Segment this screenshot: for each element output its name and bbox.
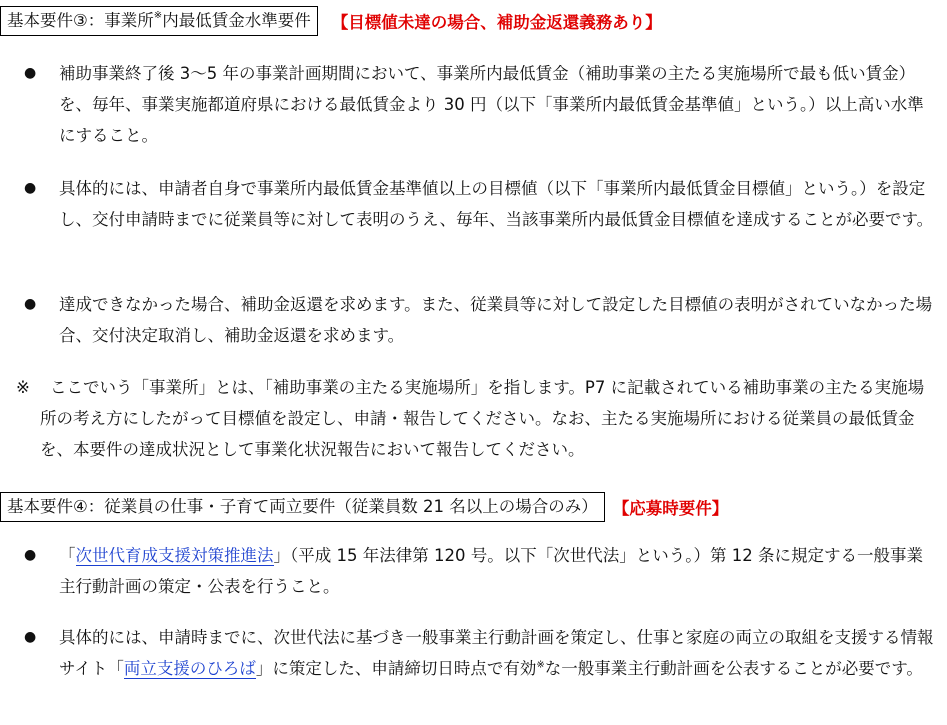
bullet-text: 達成できなかった場合、補助金返還を求めます。また、従業員等に対して設定した目標値の表明がされていなかった場合、交付決定取消し、補助金返還を求めます。: [59, 295, 933, 345]
section4-heading: 基本要件④：従業員の仕事・子育て両立要件（従業員数 21 名以上の場合のみ）: [0, 492, 605, 522]
section4-heading-row: [0, 492, 728, 522]
bullet-dot: ●: [24, 547, 37, 563]
note-mark: ※: [16, 378, 30, 397]
bullet-text: 補助事業終了後 3〜5 年の事業計画期間において、事業所内最低賃金（補助事業の主たる実施場所で最も低い賃金）を、毎年、事業実施都道府県における最低賃金より 30 円（以下「事業所内最低賃金基準値」という。）以上高い水準にすること。: [59, 64, 924, 145]
law-link[interactable]: 次世代育成支援対策推進法: [75, 546, 274, 565]
support-site-link[interactable]: 両立支援のひろば: [123, 659, 256, 678]
section3-heading: 基本要件③：事業所※内最低賃金水準要件: [0, 6, 318, 36]
bullet-dot: ●: [24, 296, 37, 312]
bullet-text: 具体的には、申請時までに、次世代法に基づき一般事業主行動計画を策定し、仕事と家庭の両立の取組を支援する情報サイト「両立支援のひろば」に策定した、申請締切日時点で有効※な一般事業主行動計画を公表することが必要です。: [59, 628, 934, 678]
bullet-dot: ●: [24, 629, 37, 645]
note-text: ここでいう「事業所」とは、「補助事業の主たる実施場所」を指します。P7 に記載されている補助事業の主たる実施場所の考え方にしたがって目標値を設定し、申請・報告してください。なお、主たる実施場所における従業員の最低賃金を、本要件の達成状況として事業化状況報告において報告してください。: [40, 378, 925, 459]
bullet-dot: ●: [24, 180, 37, 196]
bullet-text: 「次世代育成支援対策推進法」（平成 15 年法律第 120 号。以下「次世代法」という。）第 12 条に規定する一般事業主行動計画の策定・公表を行うこと。: [59, 546, 923, 596]
section3-warning-tag: 【目標値未達の場合、補助金返還義務あり】: [331, 13, 662, 32]
bullet-dot: ●: [24, 65, 37, 81]
section4-requirement-tag: 【応募時要件】: [612, 499, 729, 518]
section3-heading-row: [0, 6, 662, 36]
bullet-text: 具体的には、申請者自身で事業所内最低賃金基準値以上の目標値（以下「事業所内最低賃金目標値」という。）を設定し、交付申請時までに従業員等に対して表明のうえ、毎年、当該事業所内最低賃金目標値を達成することが必要です。: [59, 179, 934, 229]
